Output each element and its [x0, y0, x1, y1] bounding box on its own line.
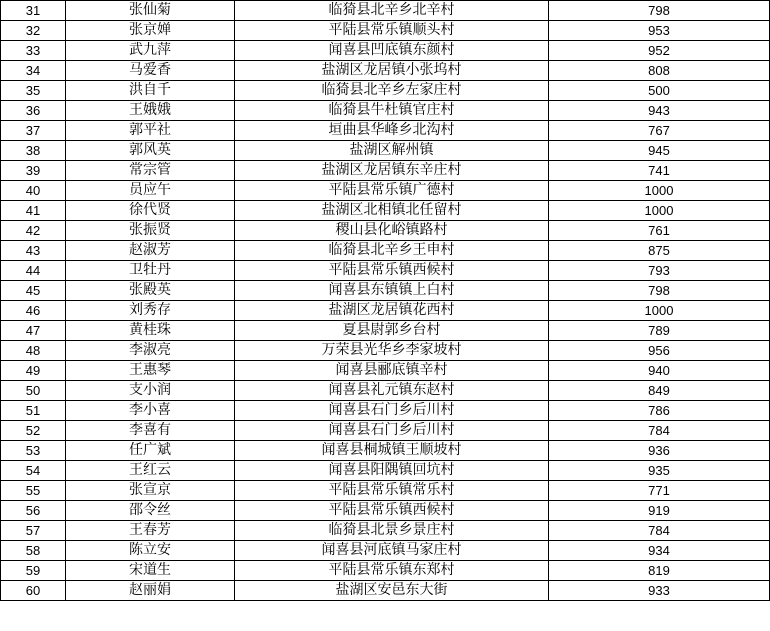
name-cell: 李喜有 — [66, 421, 235, 441]
table-row — [1, 581, 770, 601]
amount-cell: 849 — [549, 381, 770, 401]
amount-cell: 798 — [549, 281, 770, 301]
address-cell: 闻喜县郦底镇辛村 — [235, 361, 549, 381]
table-row — [1, 321, 770, 341]
name-cell: 赵淑芳 — [66, 241, 235, 261]
row-number-cell: 53 — [1, 441, 66, 461]
row-number-cell: 31 — [1, 1, 66, 21]
amount-cell: 936 — [549, 441, 770, 461]
amount-cell: 1000 — [549, 201, 770, 221]
table-row — [1, 201, 770, 221]
amount-cell: 784 — [549, 521, 770, 541]
row-number-cell: 56 — [1, 501, 66, 521]
table-row — [1, 341, 770, 361]
amount-cell: 934 — [549, 541, 770, 561]
table-row — [1, 401, 770, 421]
table-body — [1, 1, 770, 601]
name-cell: 赵丽娟 — [66, 581, 235, 601]
row-number-cell: 39 — [1, 161, 66, 181]
address-cell: 平陆县常乐镇西候村 — [235, 261, 549, 281]
address-cell: 闻喜县河底镇马家庄村 — [235, 541, 549, 561]
amount-cell: 940 — [549, 361, 770, 381]
row-number-cell: 41 — [1, 201, 66, 221]
amount-cell: 789 — [549, 321, 770, 341]
amount-cell: 793 — [549, 261, 770, 281]
amount-cell: 761 — [549, 221, 770, 241]
name-cell: 常宗管 — [66, 161, 235, 181]
amount-cell: 952 — [549, 41, 770, 61]
row-number-cell: 37 — [1, 121, 66, 141]
name-cell: 郭风英 — [66, 141, 235, 161]
table-row — [1, 461, 770, 481]
name-cell: 李淑亮 — [66, 341, 235, 361]
amount-cell: 741 — [549, 161, 770, 181]
row-number-cell: 44 — [1, 261, 66, 281]
row-number-cell: 42 — [1, 221, 66, 241]
name-cell: 员应午 — [66, 181, 235, 201]
amount-cell: 945 — [549, 141, 770, 161]
address-cell: 闻喜县凹底镇东颜村 — [235, 41, 549, 61]
row-number-cell: 40 — [1, 181, 66, 201]
amount-cell: 771 — [549, 481, 770, 501]
table-row — [1, 521, 770, 541]
address-cell: 平陆县常乐镇顺头村 — [235, 21, 549, 41]
amount-cell: 935 — [549, 461, 770, 481]
name-cell: 张仙菊 — [66, 1, 235, 21]
address-cell: 万荣县光华乡李家坡村 — [235, 341, 549, 361]
table-row — [1, 241, 770, 261]
amount-cell: 933 — [549, 581, 770, 601]
name-cell: 张宣京 — [66, 481, 235, 501]
row-number-cell: 48 — [1, 341, 66, 361]
table-row — [1, 501, 770, 521]
table-row — [1, 481, 770, 501]
table-row — [1, 141, 770, 161]
name-cell: 支小润 — [66, 381, 235, 401]
amount-cell: 953 — [549, 21, 770, 41]
name-cell: 张振贤 — [66, 221, 235, 241]
row-number-cell: 43 — [1, 241, 66, 261]
name-cell: 徐代贤 — [66, 201, 235, 221]
row-number-cell: 36 — [1, 101, 66, 121]
address-cell: 盐湖区解州镇 — [235, 141, 549, 161]
name-cell: 张殿英 — [66, 281, 235, 301]
address-cell: 临猗县北辛乡左家庄村 — [235, 81, 549, 101]
amount-cell: 956 — [549, 341, 770, 361]
name-cell: 陈立安 — [66, 541, 235, 561]
name-cell: 卫牡丹 — [66, 261, 235, 281]
address-cell: 闻喜县东镇镇上白村 — [235, 281, 549, 301]
address-cell: 闻喜县阳隅镇回坑村 — [235, 461, 549, 481]
address-cell: 垣曲县华峰乡北沟村 — [235, 121, 549, 141]
amount-cell: 798 — [549, 1, 770, 21]
table-row — [1, 161, 770, 181]
amount-cell: 784 — [549, 421, 770, 441]
address-cell: 盐湖区龙居镇花西村 — [235, 301, 549, 321]
table-row — [1, 441, 770, 461]
name-cell: 邵令丝 — [66, 501, 235, 521]
amount-cell: 767 — [549, 121, 770, 141]
address-cell: 盐湖区北相镇北任留村 — [235, 201, 549, 221]
row-number-cell: 32 — [1, 21, 66, 41]
table-row — [1, 81, 770, 101]
address-cell: 平陆县常乐镇西候村 — [235, 501, 549, 521]
table-row — [1, 61, 770, 81]
table-row — [1, 221, 770, 241]
table-row — [1, 561, 770, 581]
table-row — [1, 541, 770, 561]
amount-cell: 875 — [549, 241, 770, 261]
row-number-cell: 58 — [1, 541, 66, 561]
row-number-cell: 52 — [1, 421, 66, 441]
amount-cell: 919 — [549, 501, 770, 521]
amount-cell: 786 — [549, 401, 770, 421]
row-number-cell: 33 — [1, 41, 66, 61]
row-number-cell: 51 — [1, 401, 66, 421]
row-number-cell: 50 — [1, 381, 66, 401]
table-row — [1, 121, 770, 141]
name-cell: 马爱香 — [66, 61, 235, 81]
amount-cell: 1000 — [549, 301, 770, 321]
address-cell: 闻喜县礼元镇东赵村 — [235, 381, 549, 401]
name-cell: 洪自千 — [66, 81, 235, 101]
name-cell: 王娥娥 — [66, 101, 235, 121]
address-cell: 闻喜县石门乡后川村 — [235, 401, 549, 421]
table-row — [1, 21, 770, 41]
address-cell: 夏县尉郭乡台村 — [235, 321, 549, 341]
row-number-cell: 54 — [1, 461, 66, 481]
amount-cell: 500 — [549, 81, 770, 101]
name-cell: 王红云 — [66, 461, 235, 481]
name-cell: 郭平社 — [66, 121, 235, 141]
address-cell: 盐湖区龙居镇小张坞村 — [235, 61, 549, 81]
row-number-cell: 35 — [1, 81, 66, 101]
row-number-cell: 49 — [1, 361, 66, 381]
name-cell: 张京婵 — [66, 21, 235, 41]
amount-cell: 943 — [549, 101, 770, 121]
address-cell: 平陆县常乐镇广德村 — [235, 181, 549, 201]
name-cell: 武九萍 — [66, 41, 235, 61]
address-cell: 闻喜县石门乡后川村 — [235, 421, 549, 441]
table-row — [1, 181, 770, 201]
row-number-cell: 45 — [1, 281, 66, 301]
row-number-cell: 57 — [1, 521, 66, 541]
address-cell: 盐湖区安邑东大街 — [235, 581, 549, 601]
name-cell: 任广斌 — [66, 441, 235, 461]
address-cell: 临猗县北景乡景庄村 — [235, 521, 549, 541]
table-row — [1, 381, 770, 401]
table-row — [1, 301, 770, 321]
row-number-cell: 47 — [1, 321, 66, 341]
row-number-cell: 34 — [1, 61, 66, 81]
address-cell: 稷山县化峪镇路村 — [235, 221, 549, 241]
row-number-cell: 38 — [1, 141, 66, 161]
address-cell: 盐湖区龙居镇东辛庄村 — [235, 161, 549, 181]
table-row — [1, 101, 770, 121]
table-row — [1, 281, 770, 301]
name-cell: 刘秀存 — [66, 301, 235, 321]
amount-cell: 1000 — [549, 181, 770, 201]
name-cell: 黄桂珠 — [66, 321, 235, 341]
table-row — [1, 41, 770, 61]
table-row — [1, 421, 770, 441]
row-number-cell: 59 — [1, 561, 66, 581]
table-row — [1, 1, 770, 21]
address-cell: 平陆县常乐镇东郑村 — [235, 561, 549, 581]
table-row — [1, 261, 770, 281]
amount-cell: 808 — [549, 61, 770, 81]
address-cell: 临猗县牛杜镇官庄村 — [235, 101, 549, 121]
row-number-cell: 46 — [1, 301, 66, 321]
table-row — [1, 361, 770, 381]
address-cell: 临猗县北辛乡北辛村 — [235, 1, 549, 21]
address-cell: 闻喜县桐城镇王顺坡村 — [235, 441, 549, 461]
address-cell: 平陆县常乐镇常乐村 — [235, 481, 549, 501]
address-cell: 临猗县北辛乡王申村 — [235, 241, 549, 261]
name-cell: 王春芳 — [66, 521, 235, 541]
row-number-cell: 60 — [1, 581, 66, 601]
name-cell: 宋道生 — [66, 561, 235, 581]
name-cell: 王惠琴 — [66, 361, 235, 381]
name-cell: 李小喜 — [66, 401, 235, 421]
row-number-cell: 55 — [1, 481, 66, 501]
amount-cell: 819 — [549, 561, 770, 581]
